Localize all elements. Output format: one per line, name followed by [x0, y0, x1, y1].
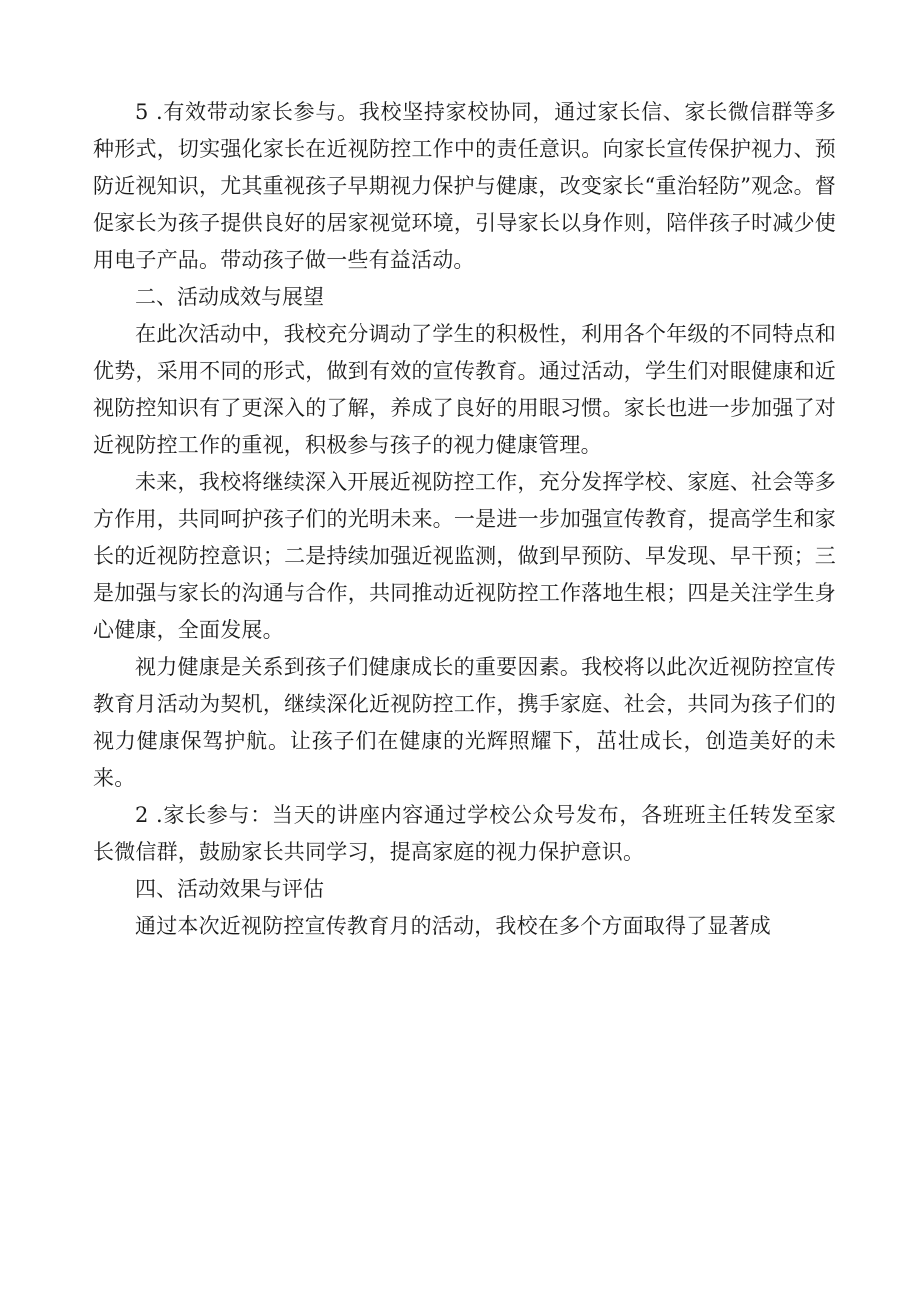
paragraph-future-plans: 未来，我校将继续深入开展近视防控工作，充分发挥学校、家庭、社会等多方作用，共同呵护孩子们的光明未来。一是进一步加强宣传教育，提高学生和家长的近视防控意识；二是持续加强近视监测，做到早预防、早发现、早干预；三是加强与家长的沟通与合作，共同推动近视防控工作落地生根；四是关注学生身心健康，全面发展。 [93, 470, 836, 642]
paragraph-parent-participation: 2 .家长参与：当天的讲座内容通过学校公众号发布，各班班主任转发至家长微信群，鼓励家长共同学习，提高家庭的视力保护意识。 [93, 803, 836, 864]
document-body [93, 94, 836, 945]
paragraph-evaluation-intro: 通过本次近视防控宣传教育月的活动，我校在多个方面取得了显著成 [135, 914, 771, 938]
paragraph-vision-health: 视力健康是关系到孩子们健康成长的重要因素。我校将以此次近视防控宣传教育月活动为契机，继续深化近视防控工作，携手家庭、社会，共同为孩子们的视力健康保驾护航。让孩子们在健康的光辉照耀下，茁壮成长，创造美好的未来。 [93, 655, 836, 790]
section-heading-effect-evaluation: 四、活动效果与评估 [135, 877, 324, 901]
paragraph-parent-engagement: 5 .有效带动家长参与。我校坚持家校协同，通过家长信、家长微信群等多种形式，切实强化家长在近视防控工作中的责任意识。向家长宣传保护视力、预防近视知识，尤其重视孩子早期视力保护与健康，改变家长“重治轻防”观念。督促家长为孩子提供良好的居家视觉环境，引导家长以身作则，陪伴孩子时减少使用电子产品。带动孩子做一些有益活动。 [93, 100, 836, 272]
paragraph-activity-results: 在此次活动中，我校充分调动了学生的积极性，利用各个年级的不同特点和优势，采用不同的形式，做到有效的宣传教育。通过活动，学生们对眼健康和近视防控知识有了更深入的了解，养成了良好的用眼习惯。家长也进一步加强了对近视防控工作的重视，积极参与孩子的视力健康管理。 [93, 322, 836, 457]
section-heading-results-outlook: 二、活动成效与展望 [135, 285, 324, 309]
